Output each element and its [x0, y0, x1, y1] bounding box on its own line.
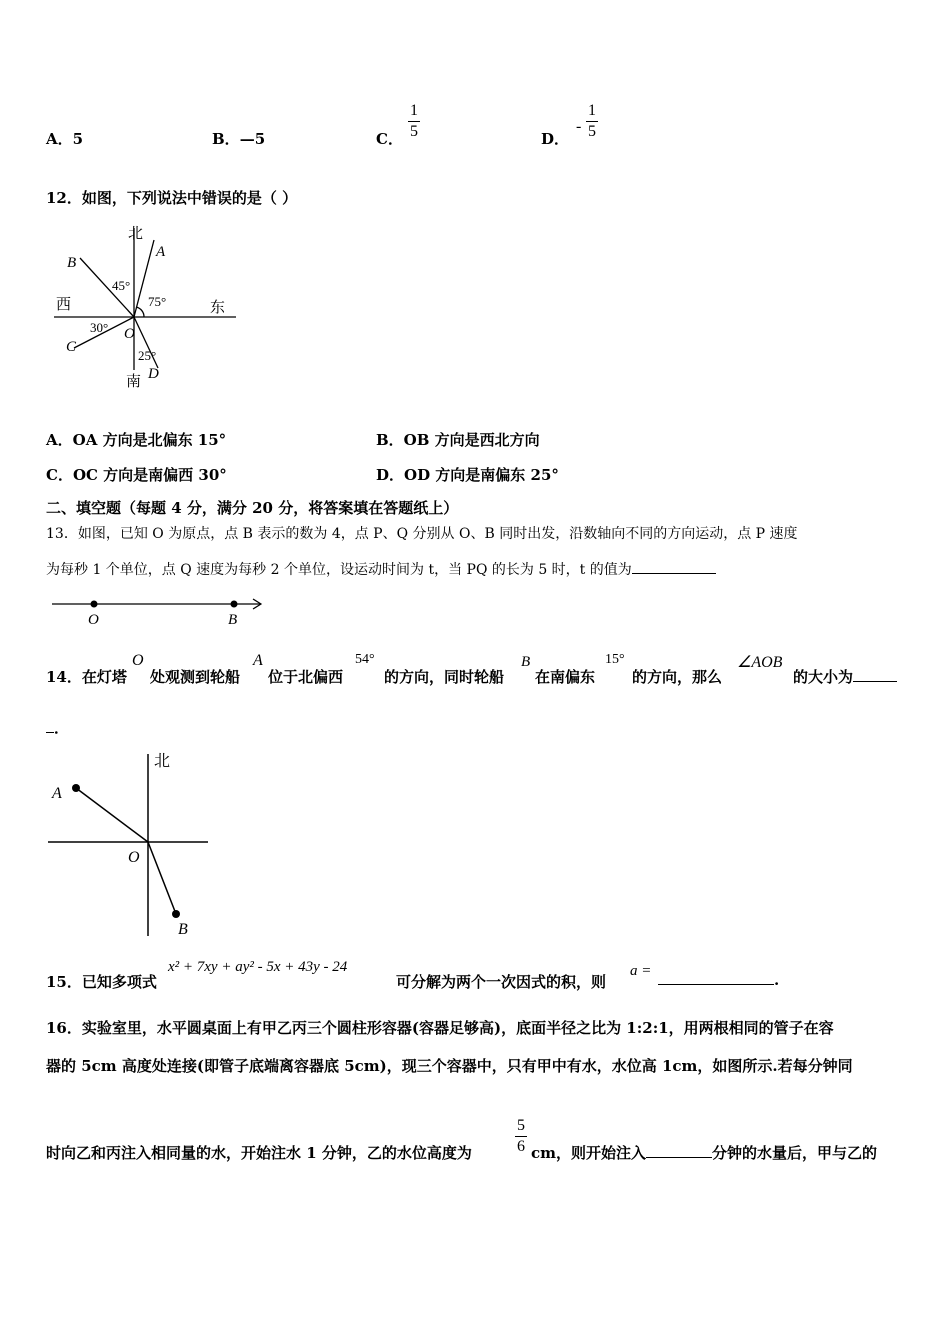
q12-stem: 12．如图，下列说法中错误的是（ ）: [46, 189, 298, 207]
q13-line2: [46, 559, 716, 579]
q12-label-a: A: [156, 244, 166, 260]
q11-option-c-label: C．: [376, 130, 403, 148]
q14-ray-ob: [148, 842, 176, 914]
q14-part3: 位于北偏西: [268, 668, 344, 686]
q14-ray-oa: [76, 788, 148, 842]
q16-line3b-wrap: [531, 1142, 877, 1163]
q11-option-d-label: D．: [541, 130, 570, 148]
q14-blank-end: [46, 717, 69, 738]
q16-line3a: 时向乙和丙注入相同量的水，开始注水 1 分钟，乙的水位高度为: [46, 1144, 472, 1162]
q15-end: .: [774, 971, 780, 989]
q12-angle-75: 75°: [148, 294, 167, 309]
q12-option-c: C．OC 方向是南偏西 30°: [46, 466, 227, 484]
q15-answer-line: [658, 971, 779, 989]
q13-line1: 13．如图，已知 O 为原点，点 B 表示的数为 4，点 P、Q 分别从 O、B 同时出发，沿数轴向不同的方向运动，点 P 速度: [46, 526, 798, 542]
q15-var: a =: [630, 963, 652, 979]
q16-line3c: 分钟的水量后，甲与乙的: [712, 1144, 878, 1162]
q13-line2-text: 为每秒 1 个单位，点 Q 速度为每秒 2 个单位，设运动时间为 t，当 PQ 的长为 5 时，t 的值为: [46, 562, 632, 578]
q11-option-b: B．—5: [212, 130, 266, 148]
q14-label-a: A: [52, 785, 62, 802]
q14-part7-line: [793, 666, 897, 687]
q16-answer-blank[interactable]: [646, 1157, 712, 1158]
q12-label-o: O: [124, 326, 135, 342]
q12-label-west: 西: [56, 295, 72, 313]
q15-answer-blank[interactable]: [658, 984, 774, 985]
q16-line3b: cm，则开始注入: [531, 1144, 647, 1162]
q13-label-o: O: [88, 612, 99, 628]
q12-label-north: 北: [128, 224, 144, 242]
q12-label-b: B: [67, 255, 77, 271]
q14-part7: 的大小为: [793, 668, 854, 686]
q15-polynomial: x² + 7xy + ay² - 5x + 43y - 24: [168, 959, 348, 975]
q15-part1: 15．已知多项式: [46, 973, 157, 991]
q14-end: ．: [54, 719, 70, 737]
q13-point-b: [231, 601, 238, 608]
q12-option-d: D．OD 方向是南偏东 25°: [376, 466, 559, 484]
q16-line1: 16．实验室里，水平圆桌面上有甲乙丙三个圆柱形容器(容器足够高)，底面半径之比为 1:2:1，用两根相同的管子在容: [46, 1019, 834, 1037]
q14-part6: 的方向，那么: [632, 668, 723, 686]
q16-line2: 器的 5cm 高度处连接(即管子底端离容器底 5cm)，现三个容器中，只有甲中有水，水位高 1cm，如图所示.若每分钟同: [46, 1057, 853, 1075]
q14-part4: 的方向，同时轮船: [384, 668, 505, 686]
q12-angle-25: 25°: [138, 348, 157, 363]
q11-option-a: A．5: [46, 130, 84, 148]
q14-answer-blank-cont[interactable]: [46, 732, 54, 733]
q12-option-a: A．OA 方向是北偏东 15°: [46, 431, 227, 449]
q12-arc-75: [136, 307, 144, 317]
q14-angle-54: 54°: [355, 652, 375, 667]
q12-angle-30: 30°: [90, 320, 109, 335]
q13-point-o: [91, 601, 98, 608]
q14-label-b: B: [178, 921, 188, 938]
q12-label-south: 南: [126, 372, 142, 390]
q14-part1: 14．在灯塔: [46, 668, 127, 686]
q14-part2: 处观测到轮船: [150, 668, 241, 686]
q14-b: B: [521, 654, 531, 670]
q12-label-c: C: [66, 339, 77, 355]
q14-a: A: [253, 652, 263, 669]
q14-label-o: O: [128, 849, 140, 866]
q14-o: O: [132, 652, 144, 669]
q13-answer-blank[interactable]: [632, 573, 716, 574]
q14-point-a: [72, 784, 80, 792]
q14-answer-blank[interactable]: [853, 681, 897, 682]
q14-part5: 在南偏东: [535, 668, 596, 686]
q11-option-d-sign: -: [576, 118, 582, 135]
q12-label-east: 东: [210, 298, 226, 316]
section-title: 二、填空题（每题 4 分，满分 20 分，将答案填在答题纸上）: [46, 499, 459, 517]
q16-fraction: 5 6: [517, 1117, 525, 1155]
q14-angle-15: 15°: [605, 652, 625, 667]
q14-point-b: [172, 910, 180, 918]
q14-angle-aob: ∠AOB: [737, 654, 783, 671]
q12-option-b: B．OB 方向是西北方向: [376, 431, 540, 449]
q15-part2: 可分解为两个一次因式的积，则: [396, 973, 607, 991]
q12-compass-figure: [50, 220, 245, 395]
q11-option-d-fraction: 1 5: [588, 102, 596, 140]
q13-number-line: [50, 594, 268, 628]
q14-label-north: 北: [154, 751, 171, 770]
q12-label-d: D: [148, 366, 159, 382]
q11-option-c-fraction: 1 5: [410, 102, 418, 140]
q12-angle-45: 45°: [112, 278, 131, 293]
q13-label-b: B: [228, 612, 238, 628]
q14-figure: [46, 744, 214, 940]
